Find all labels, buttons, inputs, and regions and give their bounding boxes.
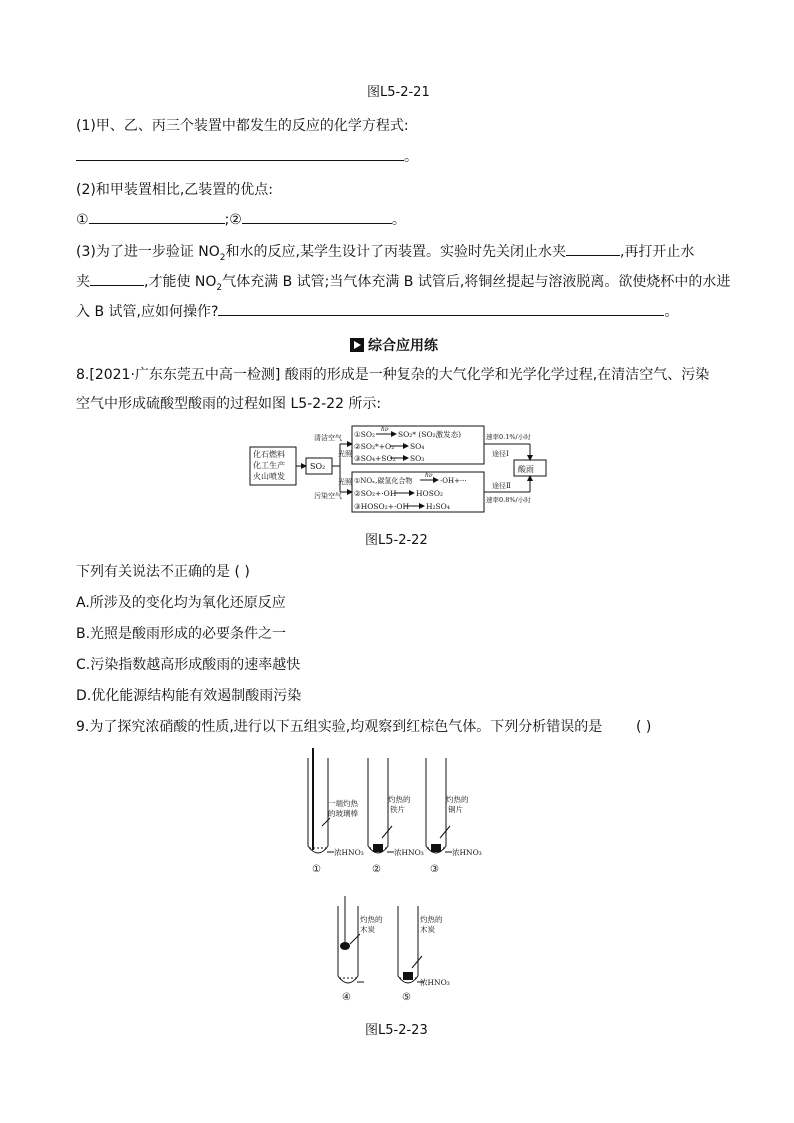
iron-piece (373, 844, 383, 852)
play-triangle-icon (350, 338, 364, 352)
clean-air-label: 清洁空气 (314, 434, 342, 442)
label-5-line-2: 木炭 (420, 925, 435, 934)
acid-rain-diagram (248, 422, 548, 516)
figure-caption-21: 图L5-2-21 (367, 85, 430, 100)
answer-paren[interactable]: ( ) (636, 719, 652, 735)
figure-caption-23: 图L5-2-23 (365, 1023, 428, 1038)
q3-text-g: 入 B 试管,应如何操作? (76, 304, 219, 320)
test-tube-diagram (300, 746, 500, 1002)
q3-text-c: ,再打开止水 (619, 244, 695, 260)
charcoal-4 (340, 942, 350, 950)
poll-r1-left: ①NOₓ,碳氢化合物 (354, 477, 413, 485)
tube-2 (368, 758, 388, 853)
tube-number-2: ② (372, 864, 381, 875)
light-label-1: 光照 (338, 450, 352, 458)
circle-one: ① (76, 212, 89, 228)
label-3-line-2: 铜片 (448, 805, 463, 814)
hno3-5: 浓HNO₃ (420, 978, 450, 987)
source-2: 化工生产 (253, 461, 285, 470)
rate-2: 速率0.8%/小时 (486, 496, 531, 504)
route-2: 途径Ⅱ (492, 482, 511, 490)
clean-r1-left: ①SO₂ (354, 430, 376, 439)
hno3-1: 浓HNO₃ (334, 848, 364, 857)
label-5-line-1: 灼热的 (420, 915, 443, 924)
poll-r3-right: H₂SO₄ (426, 502, 450, 511)
hv-label-2: hν (425, 472, 433, 479)
question-8-line-2: 空气中形成硫酸型酸雨的过程如图 L5-2-22 所示: (76, 396, 382, 412)
question-3-line-2 (76, 271, 730, 297)
option-d[interactable]: D.优化能源结构能有效遏制酸雨污染 (76, 688, 302, 704)
source-1: 化石燃料 (253, 450, 285, 459)
clean-r3-left: ③SO₄+SO₂ (354, 454, 396, 463)
clean-r2-right: SO₄ (410, 442, 425, 451)
label-1-line-2: 的玻璃棒 (328, 809, 358, 818)
label-4-line-2: 木炭 (360, 925, 375, 934)
subscript: 2 (216, 282, 223, 293)
question-8-stem: 下列有关说法不正确的是 ( ) (76, 564, 250, 580)
clean-r2-left: ②SO₂*+O₂ (354, 442, 395, 451)
hno3-3: 浓HNO₃ (452, 848, 482, 857)
answer-blank-clamp-2[interactable] (90, 271, 144, 286)
option-b[interactable]: B.光照是酸雨形成的必要条件之一 (76, 626, 287, 642)
period: 。 (391, 212, 406, 228)
tube-number-3: ③ (430, 864, 439, 875)
tube-number-1: ① (312, 864, 321, 875)
question-3-line-3 (76, 301, 678, 321)
answer-blank-operation[interactable] (218, 301, 664, 316)
question-9-stem: 9.为了探究浓硝酸的性质,进行以下五组实验,均观察到红棕色气体。下列分析错误的是 (76, 719, 603, 735)
option-c[interactable]: C.污染指数越高形成酸雨的速率越快 (76, 657, 301, 673)
tube-1 (308, 758, 328, 853)
period: 。 (664, 304, 679, 320)
tube-number-5: ⑤ (402, 992, 411, 1002)
source-3: 火山喷发 (253, 472, 285, 481)
q3-text-a: (3)为了进一步验证 NO (76, 244, 220, 260)
section-title: 综合应用练 (368, 338, 438, 354)
subscript: 2 (219, 252, 226, 263)
question-1-text: (1)甲、乙、丙三个装置中都发生的反应的化学方程式: (76, 118, 409, 134)
answer-blank-1[interactable] (89, 209, 225, 224)
separator: ;② (224, 212, 242, 228)
tube-3 (426, 758, 446, 853)
q3-text-f: 气体充满 B 试管;当气体充满 B 试管后,将铜丝提起与溶液脱离。欲使烧杯中的水进 (222, 274, 731, 290)
section-heading (350, 335, 438, 355)
clean-r1-right: SO₂* (SO₂激发态) (398, 430, 462, 439)
label-1-line-1: 一端灼热 (328, 799, 358, 808)
poll-r1-right: ·OH+··· (440, 477, 467, 485)
q3-text-d: 夹 (76, 274, 90, 290)
acid-rain-label: 酸雨 (518, 465, 534, 474)
route-1: 途径Ⅰ (492, 450, 509, 458)
question-2-text: (2)和甲装置相比,乙装置的优点: (76, 182, 273, 198)
so2-label: SO₂ (310, 462, 326, 471)
polluted-air-label: 污染空气 (314, 492, 342, 500)
poll-r3-left: ③HOSO₂+·OH (354, 502, 410, 511)
q3-text-b: 和水的反应,某学生设计了丙装置。实验时先关闭止水夹 (225, 244, 566, 260)
answer-blank-clamp-1[interactable] (566, 241, 620, 256)
period: 。 (404, 149, 418, 165)
poll-r2-right: HOSO₂ (416, 489, 443, 498)
tube-number-4: ④ (342, 992, 351, 1002)
answer-blank-2[interactable] (242, 209, 392, 224)
light-label-2: 光照 (338, 478, 352, 486)
question-1-answer-line (76, 146, 418, 166)
tube-5 (398, 906, 418, 983)
answer-blank[interactable] (76, 146, 404, 161)
rate-1: 速率0.1%/小时 (486, 433, 531, 441)
figure-caption-22: 图L5-2-22 (365, 533, 428, 548)
question-8-line-1: 8.[2021·广东东莞五中高一检测] 酸雨的形成是一种复杂的大气化学和光学化学过程,在清洁空气、污染 (76, 367, 710, 383)
q3-text-e: ,才能使 NO (144, 274, 217, 290)
charcoal-5 (403, 972, 413, 980)
question-2-answer-line (76, 209, 406, 229)
poll-r2-left: ②SO₂+·OH (354, 489, 397, 498)
hv-label-1: hν (381, 426, 389, 433)
option-a[interactable]: A.所涉及的变化均为氧化还原反应 (76, 595, 286, 611)
clean-r3-right: SO₃ (410, 454, 425, 463)
label-2-line-1: 灼热的 (388, 795, 411, 804)
label-3-line-1: 灼热的 (446, 795, 469, 804)
question-3-line-1 (76, 241, 694, 267)
label-4-line-1: 灼热的 (360, 915, 383, 924)
hno3-2: 浓HNO₃ (394, 848, 424, 857)
copper-piece (431, 844, 441, 852)
label-2-line-2: 铁片 (390, 805, 405, 814)
